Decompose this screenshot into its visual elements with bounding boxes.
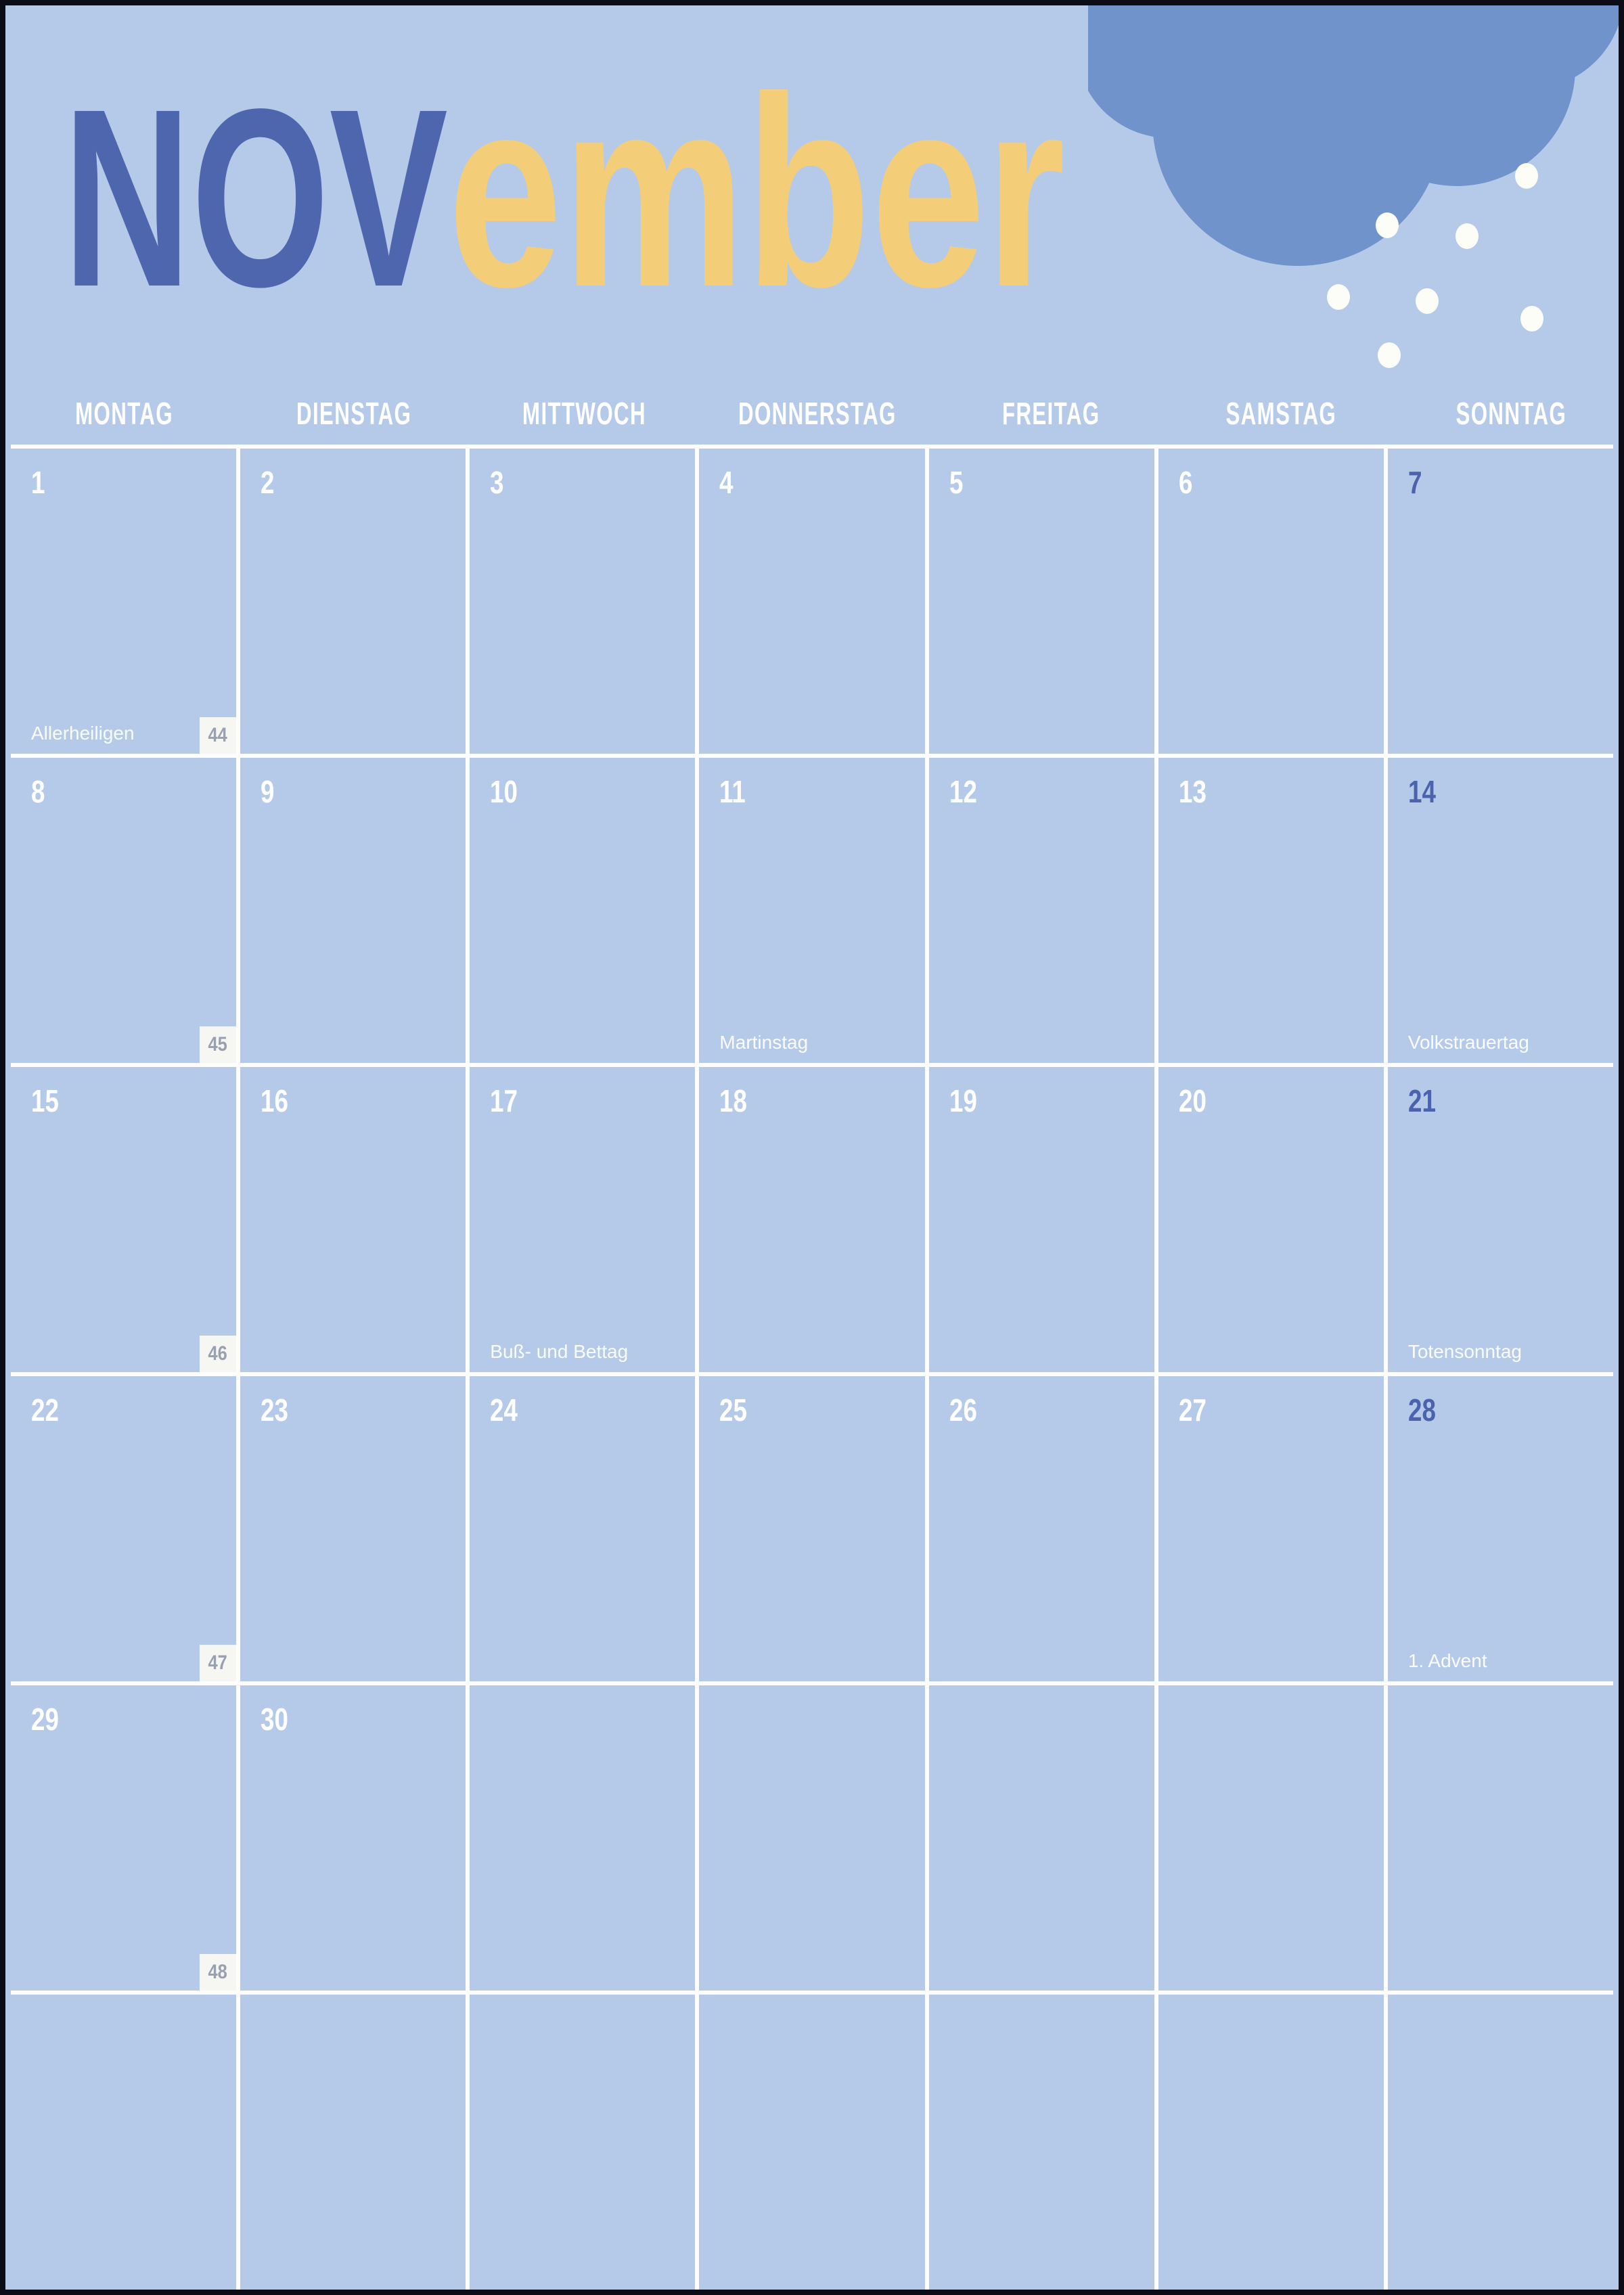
day-number: 29 <box>31 1702 59 1737</box>
day-cell-25 <box>699 1376 924 1681</box>
day-cell-empty <box>1158 1995 1384 2290</box>
day-cell-empty <box>929 1995 1154 2290</box>
day-cell-empty <box>699 1995 924 2290</box>
weekday-header-label: DONNERSTAG <box>738 396 897 431</box>
day-cell-29 <box>11 1685 236 1991</box>
snowflake-dot <box>1327 284 1350 310</box>
day-cell-16 <box>240 1067 466 1372</box>
day-cell-11 <box>699 758 924 1063</box>
day-cell-empty <box>1388 1685 1613 1991</box>
weekday-header-label: MONTAG <box>74 396 173 431</box>
day-cell-1 <box>11 449 236 754</box>
day-cell-9 <box>240 758 466 1063</box>
weekday-header-label: SAMSTAG <box>1225 396 1336 431</box>
day-number: 1 <box>31 465 45 500</box>
week-number-badge <box>200 1336 236 1372</box>
day-cell-28 <box>1388 1376 1613 1681</box>
week-number: 48 <box>208 1961 228 1983</box>
day-number: 27 <box>1178 1392 1206 1428</box>
day-number: 7 <box>1407 465 1422 500</box>
holiday-label: Martinstag <box>719 1032 809 1053</box>
weekday-header-samstag <box>1168 391 1394 436</box>
day-number: 25 <box>719 1392 748 1428</box>
day-number: 11 <box>719 774 746 809</box>
day-number: 10 <box>490 774 518 809</box>
snowflake-dots <box>1327 163 1543 368</box>
day-number: 22 <box>31 1392 59 1428</box>
day-number: 21 <box>1407 1083 1436 1118</box>
day-cell-2 <box>240 449 466 754</box>
calendar-grid <box>11 445 1613 2290</box>
day-number: 9 <box>261 774 275 809</box>
day-cell-4 <box>699 449 924 754</box>
holiday-label: Totensonntag <box>1407 1341 1522 1363</box>
day-cell-14 <box>1388 758 1613 1063</box>
week-number: 44 <box>208 724 228 746</box>
day-cell-13 <box>1158 758 1384 1063</box>
day-number: 17 <box>490 1083 518 1118</box>
day-number: 30 <box>261 1702 289 1737</box>
snow-cloud-illustration <box>1088 5 1619 390</box>
day-number: 15 <box>31 1083 59 1118</box>
day-cell-empty <box>470 1995 695 2290</box>
day-cell-7 <box>1388 449 1613 754</box>
day-cell-empty <box>470 1685 695 1991</box>
day-number: 2 <box>261 465 275 500</box>
day-number: 28 <box>1407 1392 1436 1428</box>
day-cell-27 <box>1158 1376 1384 1681</box>
holiday-label: Volkstrauertag <box>1407 1032 1529 1053</box>
weekday-header-dienstag <box>241 391 467 436</box>
day-cell-3 <box>470 449 695 754</box>
snowflake-dot <box>1378 342 1401 368</box>
weekday-header-label: MITTWOCH <box>522 396 646 431</box>
day-number: 23 <box>261 1392 289 1428</box>
day-cell-empty <box>1158 1685 1384 1991</box>
snowflake-dot <box>1416 288 1439 314</box>
holiday-label: 1. Advent <box>1407 1650 1487 1672</box>
cloud-shape <box>1088 5 1619 266</box>
weekday-header-freitag <box>938 391 1164 436</box>
day-cell-23 <box>240 1376 466 1681</box>
day-cell-26 <box>929 1376 1154 1681</box>
day-number: 14 <box>1407 774 1436 809</box>
day-number: 20 <box>1178 1083 1206 1118</box>
snowflake-dot <box>1520 306 1543 332</box>
day-number: 3 <box>490 465 504 500</box>
week-number: 46 <box>208 1342 228 1365</box>
snowflake-dot <box>1456 223 1479 249</box>
calendar-background <box>5 5 1619 2290</box>
week-number-badge <box>200 1026 236 1063</box>
day-number: 13 <box>1178 774 1206 809</box>
weekday-header-montag <box>11 391 237 436</box>
day-number: 8 <box>31 774 45 809</box>
day-cell-20 <box>1158 1067 1384 1372</box>
day-number: 24 <box>490 1392 518 1428</box>
day-number: 18 <box>719 1083 748 1118</box>
week-number-badge <box>200 1954 236 1991</box>
day-cell-12 <box>929 758 1154 1063</box>
day-cell-5 <box>929 449 1154 754</box>
day-number: 5 <box>949 465 964 500</box>
day-cell-30 <box>240 1685 466 1991</box>
snowflake-dot <box>1376 212 1399 238</box>
day-cell-8 <box>11 758 236 1063</box>
weekday-header-row <box>11 391 1619 436</box>
day-number: 6 <box>1178 465 1193 500</box>
day-cell-empty <box>11 1995 236 2290</box>
snowflake-dot <box>1515 163 1538 189</box>
weekday-header-label: FREITAG <box>1001 396 1100 431</box>
day-number: 16 <box>261 1083 289 1118</box>
day-number: 4 <box>719 465 734 500</box>
day-cell-21 <box>1388 1067 1613 1372</box>
week-number-badge <box>200 1645 236 1681</box>
day-cell-18 <box>699 1067 924 1372</box>
month-title-primary: NOV <box>63 57 448 340</box>
week-number-badge <box>200 717 236 754</box>
day-cell-22 <box>11 1376 236 1681</box>
day-number: 26 <box>949 1392 977 1428</box>
week-number: 45 <box>208 1033 228 1055</box>
week-number: 47 <box>208 1652 228 1674</box>
day-cell-empty <box>699 1685 924 1991</box>
weekday-header-mittwoch <box>471 391 697 436</box>
weekday-header-label: DIENSTAG <box>296 396 412 431</box>
day-cell-10 <box>470 758 695 1063</box>
day-cell-6 <box>1158 449 1384 754</box>
day-number: 12 <box>949 774 977 809</box>
day-cell-empty <box>240 1995 466 2290</box>
day-cell-empty <box>929 1685 1154 1991</box>
holiday-label: Allerheiligen <box>31 723 135 744</box>
day-cell-empty <box>1388 1995 1613 2290</box>
weekday-header-donnerstag <box>701 391 934 436</box>
weekday-header-sonntag <box>1398 391 1619 436</box>
day-cell-15 <box>11 1067 236 1372</box>
day-cell-19 <box>929 1067 1154 1372</box>
day-cell-17 <box>470 1067 695 1372</box>
month-title-secondary: ember <box>448 41 1066 343</box>
weekday-header-label: SONNTAG <box>1456 396 1566 431</box>
day-cell-24 <box>470 1376 695 1681</box>
holiday-label: Buß- und Bettag <box>490 1341 629 1363</box>
day-number: 19 <box>949 1083 977 1118</box>
